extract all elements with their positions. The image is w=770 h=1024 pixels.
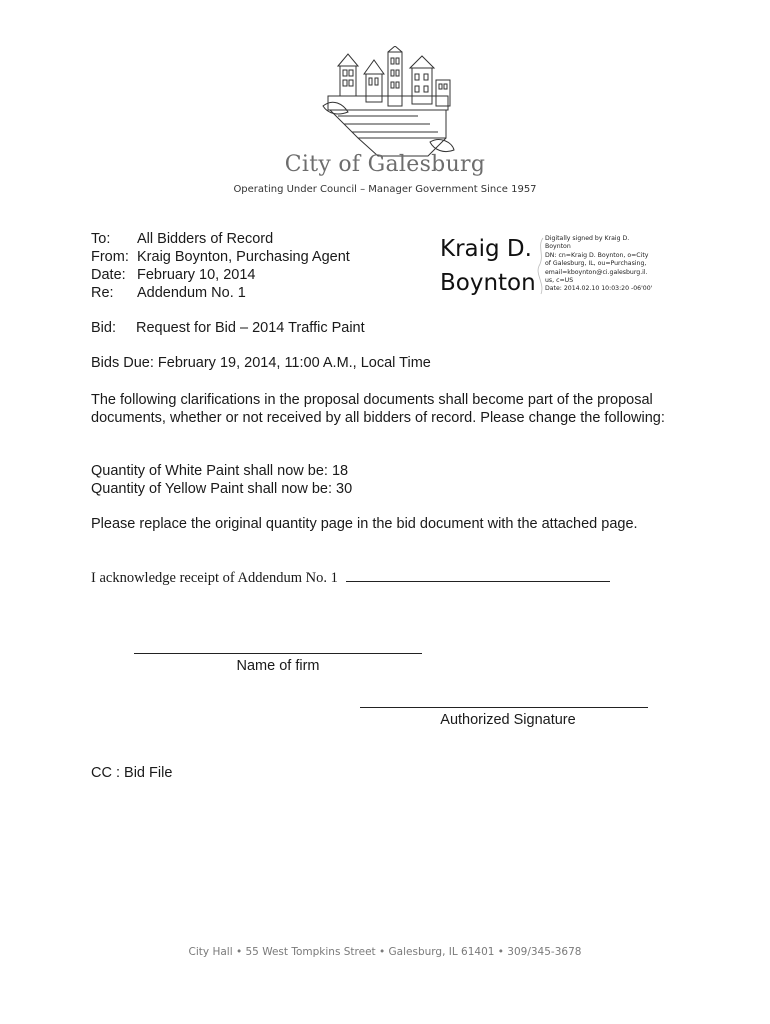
signature-detail-line: email=kboynton@ci.galesburg.il. [545,268,648,276]
memo-date-value: February 10, 2014 [137,267,256,283]
memo-from-label: From: [91,249,129,265]
acknowledge-blank[interactable] [346,571,610,582]
memo-to [91,230,350,248]
city-skyline-icon [318,46,458,164]
memo-header [91,230,350,302]
signature-name-line1: Kraig D. [440,236,532,262]
acknowledge-text: I acknowledge receipt of Addendum No. 1 [91,570,338,586]
memo-to-label: To: [91,231,111,247]
memo-from-value: Kraig Boynton, Purchasing Agent [137,249,350,265]
qty-white: Quantity of White Paint shall now be: 18 [91,463,349,479]
footer-address: City Hall • 55 West Tompkins Street • Galesburg, IL 61401 • 309/345-3678 [188,946,582,958]
signature-detail-line: us, c=US [545,277,574,285]
digital-signature-name [440,232,536,300]
signature-name-line2: Boynton [440,270,536,296]
quantity-changes [91,462,691,498]
memo-re-label: Re: [91,285,114,301]
bid-line [91,319,691,337]
qty-yellow: Quantity of Yellow Paint shall now be: 30 [91,481,353,497]
signature-detail-line: Digitally signed by Kraig D. [545,235,630,242]
memo-date [91,266,350,284]
replace-instruction: Please replace the original quantity page in the bid document with the attached page. [91,516,638,532]
letterhead-tagline: Operating Under Council – Manager Government Since 1957 [233,184,537,195]
signature-detail-line: DN: cn=Kraig D. Boynton, o=City [545,251,649,259]
memo-re-value: Addendum No. 1 [137,285,246,301]
signature-detail-line: Date: 2014.02.10 10:03:20 -06'00' [545,285,653,293]
city-name: City of Galesburg [284,152,486,177]
firm-name-label: Name of firm [236,658,320,674]
bid-value: Request for Bid – 2014 Traffic Paint [136,320,365,336]
memo-to-value: All Bidders of Record [137,231,274,247]
authorized-signature-blank[interactable] [360,707,648,708]
firm-name-blank[interactable] [134,653,422,654]
clarification-paragraph: The following clarifications in the proposal documents shall become part of the proposal documents, whether or not received by all bidders of record. Please change the following: [91,392,665,426]
bids-due: Bids Due: February 19, 2014, 11:00 A.M., Local Time [91,355,431,371]
signature-detail-line: of Galesburg, IL, ou=Purchasing, [545,260,647,268]
signature-detail-line: Boynton [545,243,571,251]
digital-signature-details [545,235,655,294]
bid-label: Bid: [91,320,116,336]
memo-re [91,284,350,302]
cc-line: CC : Bid File [91,765,173,781]
authorized-signature-label: Authorized Signature [440,712,576,728]
memo-from [91,248,350,266]
memo-date-label: Date: [91,267,126,283]
acknowledge-line [91,570,610,587]
